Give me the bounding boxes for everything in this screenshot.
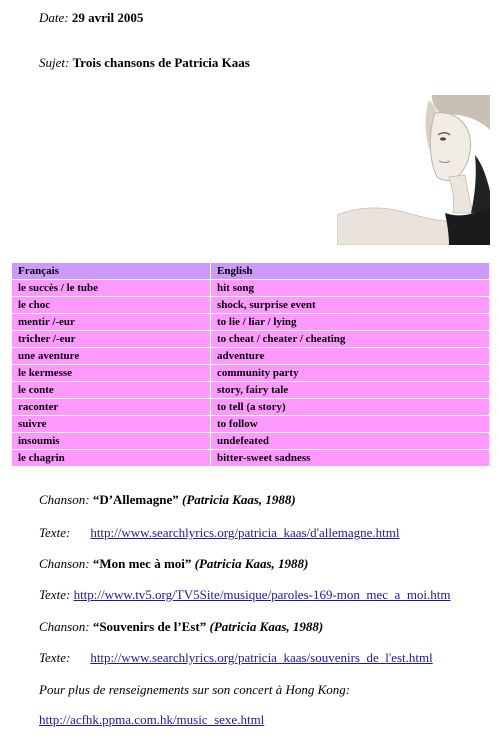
- vocab-table: [11, 262, 490, 467]
- cell-en: hit song: [211, 280, 490, 297]
- cell-en: community party: [211, 365, 490, 382]
- table-row: [12, 382, 490, 399]
- song-2-texte-line: Texte: http://www.tv5.org/TV5Site/musique/paroles-169-mon_mec_a_moi.htm: [39, 587, 451, 602]
- cell-en: to tell (a story): [211, 399, 490, 416]
- subject-value: Trois chansons de Patricia Kaas: [72, 55, 250, 70]
- table-row: [12, 416, 490, 433]
- song-1-texte-line: Texte: http://www.searchlyrics.org/patricia_kaas/d'allemagne.html: [39, 525, 400, 540]
- date-line: Date: 29 avril 2005: [39, 10, 144, 25]
- song-3-lyrics-link[interactable]: http://www.searchlyrics.org/patricia_kaas/souvenirs_de_l'est.html: [90, 650, 433, 665]
- cell-fr: tricher /-eur: [12, 331, 211, 348]
- song-artist: (Patricia Kaas, 1988): [209, 619, 324, 634]
- cell-fr: une aventure: [12, 348, 211, 365]
- date-value: 29 avril 2005: [71, 10, 144, 25]
- cell-fr: mentir /-eur: [12, 314, 211, 331]
- table-row: [12, 348, 490, 365]
- song-1-line: Chanson: “D’Allemagne” (Patricia Kaas, 1988): [39, 492, 296, 507]
- cell-fr: le choc: [12, 297, 211, 314]
- cell-fr: le succès / le tube: [12, 280, 211, 297]
- song-title: “Souvenirs de l’Est”: [92, 619, 207, 634]
- concert-link-line: [39, 712, 264, 728]
- date-label: Date: [39, 10, 65, 25]
- song-1-lyrics-link[interactable]: http://www.searchlyrics.org/patricia_kaas/d'allemagne.html: [90, 525, 400, 540]
- subject-line: Sujet: Trois chansons de Patricia Kaas: [39, 55, 250, 70]
- cell-fr: le kermesse: [12, 365, 211, 382]
- table-row: [12, 280, 490, 297]
- song-title: “D’Allemagne”: [92, 492, 179, 507]
- subject-label: Sujet: [39, 55, 65, 70]
- table-row: [12, 399, 490, 416]
- song-3-texte-line: Texte: http://www.searchlyrics.org/patricia_kaas/souvenirs_de_l'est.html: [39, 650, 433, 665]
- concert-info-link[interactable]: http://acfhk.ppma.com.hk/music_sexe.html: [39, 712, 265, 727]
- cell-en: adventure: [211, 348, 490, 365]
- concert-note: Pour plus de renseignements sur son concert à Hong Kong:: [39, 682, 351, 697]
- cell-fr: le chagrin: [12, 450, 211, 467]
- texte-label: Texte: [39, 587, 66, 602]
- col-header-francais: Français: [12, 263, 211, 280]
- chanson-label: Chanson: [39, 556, 86, 571]
- cell-en: undefeated: [211, 433, 490, 450]
- cell-en: bitter-sweet sadness: [211, 450, 490, 467]
- portrait-image: [337, 95, 490, 245]
- texte-label: Texte: [39, 525, 66, 540]
- table-row: [12, 297, 490, 314]
- song-artist: (Patricia Kaas, 1988): [182, 492, 296, 507]
- vocab-header-row: [12, 263, 490, 280]
- cell-en: to follow: [211, 416, 490, 433]
- table-row: [12, 450, 490, 467]
- table-row: [12, 433, 490, 450]
- cell-fr: raconter: [12, 399, 211, 416]
- cell-fr: le conte: [12, 382, 211, 399]
- song-2-lyrics-link[interactable]: http://www.tv5.org/TV5Site/musique/paroles-169-mon_mec_a_moi.htm: [73, 587, 451, 602]
- cell-en: to cheat / cheater / cheating: [211, 331, 490, 348]
- song-2-line: Chanson: “Mon mec à moi” (Patricia Kaas, 1988): [39, 556, 309, 571]
- chanson-label: Chanson: [39, 619, 86, 634]
- cell-fr: insoumis: [12, 433, 211, 450]
- cell-fr: suivre: [12, 416, 211, 433]
- table-row: [12, 365, 490, 382]
- cell-en: shock, surprise event: [211, 297, 490, 314]
- chanson-label: Chanson: [39, 492, 86, 507]
- cell-en: to lie / liar / lying: [211, 314, 490, 331]
- texte-label: Texte: [39, 650, 66, 665]
- table-row: [12, 314, 490, 331]
- table-row: [12, 331, 490, 348]
- song-artist: (Patricia Kaas, 1988): [194, 556, 309, 571]
- cell-en: story, fairy tale: [211, 382, 490, 399]
- col-header-english: English: [211, 263, 490, 280]
- song-title: “Mon mec à moi”: [92, 556, 192, 571]
- portrait-photo: [337, 95, 490, 245]
- song-3-line: Chanson: “Souvenirs de l’Est” (Patricia Kaas, 1988): [39, 619, 324, 634]
